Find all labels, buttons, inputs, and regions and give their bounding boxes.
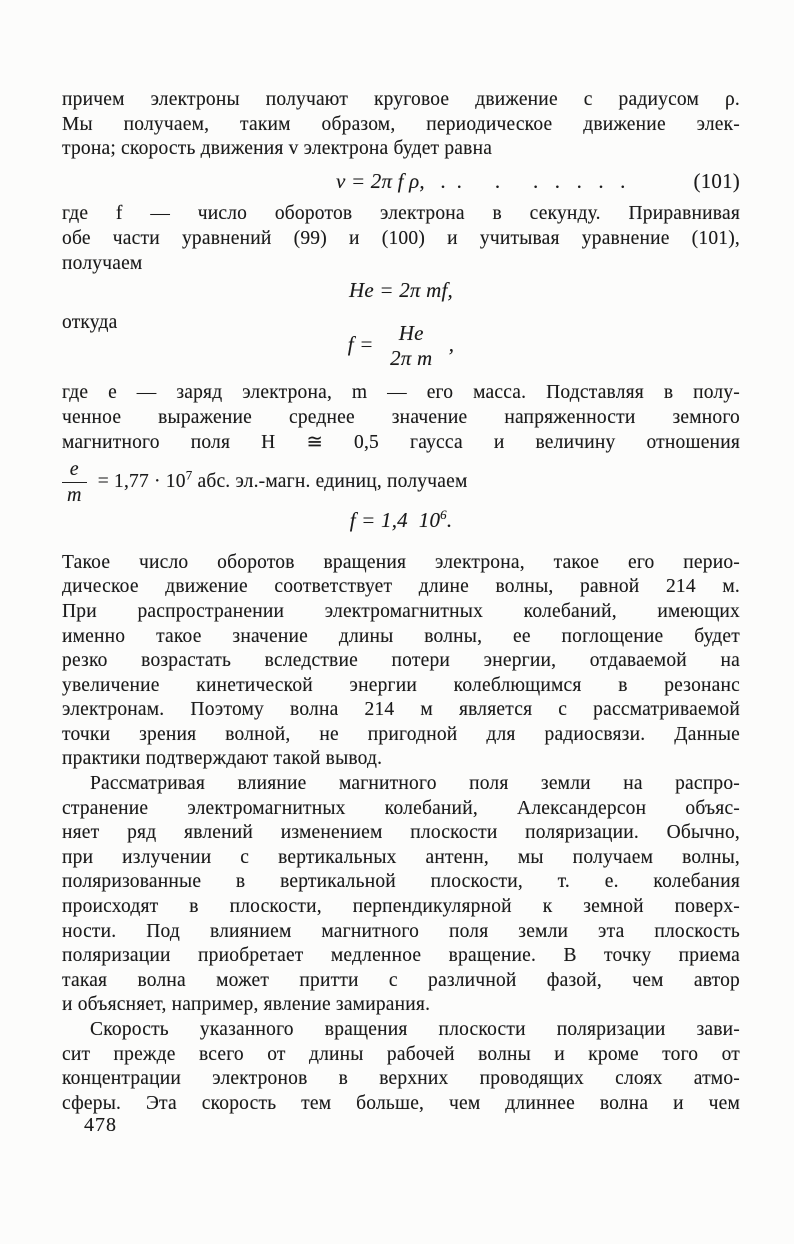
text-line: сферы. Эта скорость тем больше, чем длиннее волна и чем <box>62 1092 740 1114</box>
text-line: при излучении с вертикальных антенн, мы получаем волны, <box>62 846 740 868</box>
fraction-numerator: He <box>398 321 424 346</box>
equation-body: v = 2π f ρ, <box>336 168 431 193</box>
equation-dot-leaders: . . . . . . . . <box>440 168 626 193</box>
text-line: Скорость указанного вращения плоскости поляризации зави- <box>90 1019 740 1040</box>
text-line: магнитного поля H ≅ 0,5 гаусса и величину отношения <box>62 431 740 453</box>
text-line: такая волна может притти с различной фазой, чем автор <box>62 969 740 991</box>
text-line: ности. Под влиянием магнитного поля земли эта плоскость <box>62 920 740 942</box>
ratio-exponent: 7 <box>185 467 193 483</box>
text-line: причем электроны получают круговое движение с радиусом ρ. <box>62 89 740 110</box>
equation-post: , <box>443 332 455 357</box>
fraction-numerator: e <box>62 457 87 483</box>
text-line: электронам. Поэтому волна 214 м является с рассматриваемой <box>62 699 740 721</box>
text-line: практики подтверждают такой вывод. <box>62 748 383 770</box>
fraction-denominator: m <box>67 484 82 507</box>
text-block <box>62 88 740 1116</box>
text-line: сит прежде всего от длины рабочей волны и кроме того от <box>62 1043 740 1065</box>
text-line: Мы получаем, таким образом, периодическое движение элек- <box>62 113 740 135</box>
text-line: При распространении электромагнитных колебаний, имеющих <box>62 600 740 622</box>
equation-frequency-value <box>62 508 740 533</box>
text-line: резко возрастать вследствие потери энергии, отдаваемой на <box>62 650 740 672</box>
equation-exponent: 6 <box>440 507 447 523</box>
equation-number: (101) <box>693 168 740 193</box>
text-line: дическое движение соответствует длине волны, равной 214 м. <box>62 576 740 598</box>
equation-lhs: f = 1,4 <box>349 508 408 533</box>
ratio-value: = 1,77 · 10 <box>92 471 186 493</box>
text-line: где f — число оборотов электрона в секунду. Приравнивая <box>62 203 740 225</box>
text-line: Рассматривая влияние магнитного поля земли на распро- <box>90 773 740 795</box>
text-line: происходят в плоскости, перпендикулярной к земной поверх- <box>62 896 740 918</box>
text-line: точки зрения волной, не пригодной для радиосвязи. Данные <box>62 723 740 745</box>
paragraph <box>62 772 740 1018</box>
equation-he: He = 2π mf, <box>349 278 453 303</box>
paragraph <box>62 202 740 276</box>
text-line: именно такое значение длины волны, ее поглощение будет <box>62 625 740 647</box>
text-line: концентрации электронов в верхних проводящих слоях атмо- <box>62 1068 740 1090</box>
text-line: и объясняет, например, явление замирания. <box>62 994 431 1016</box>
equation-f-fraction <box>62 321 740 371</box>
text-line: откуда <box>62 311 118 333</box>
text-line: поляризации приобретает медленное вращение. В точку приема <box>62 945 740 967</box>
paragraph <box>62 551 740 772</box>
paragraph <box>62 88 740 162</box>
text-line: получаем <box>62 252 143 274</box>
paragraph <box>62 381 740 455</box>
text-line: трона; скорость движения v электрона будет равна <box>62 138 493 160</box>
ratio-tail: абс. эл.-магн. единиц, получаем <box>192 471 468 493</box>
text-line: поляризованные в вертикальной плоскости, т. е. колебания <box>62 871 740 893</box>
equation-post: . <box>446 508 453 533</box>
text-line: Такое число оборотов вращения электрона, такое его перио- <box>62 551 740 573</box>
text-line: обе части уравнений (99) и (100) и учитывая уравнение (101), <box>62 227 740 249</box>
equation-101 <box>62 169 740 194</box>
equation-lhs: f = <box>347 332 380 357</box>
text-line: где e — заряд электрона, m — его масса. Подставляя в полу- <box>62 382 740 404</box>
text-line: няет ряд явлений изменением плоскости поляризации. Обычно, <box>62 822 740 844</box>
text-line: странение электромагнитных колебаний, Александерсон объяс- <box>62 797 740 819</box>
fraction <box>62 457 87 508</box>
fraction <box>385 321 437 371</box>
equation-base: 10 <box>407 508 441 533</box>
text-line: ченное выражение среднее значение напряженности земного <box>62 406 740 428</box>
paragraph <box>62 1018 740 1116</box>
fraction-denominator: 2π m <box>390 346 433 371</box>
text-line: увеличение кинетической энергии колеблющимся в резонанс <box>62 674 740 696</box>
page-number: 478 <box>84 1114 117 1136</box>
ratio-em-line <box>62 457 740 508</box>
